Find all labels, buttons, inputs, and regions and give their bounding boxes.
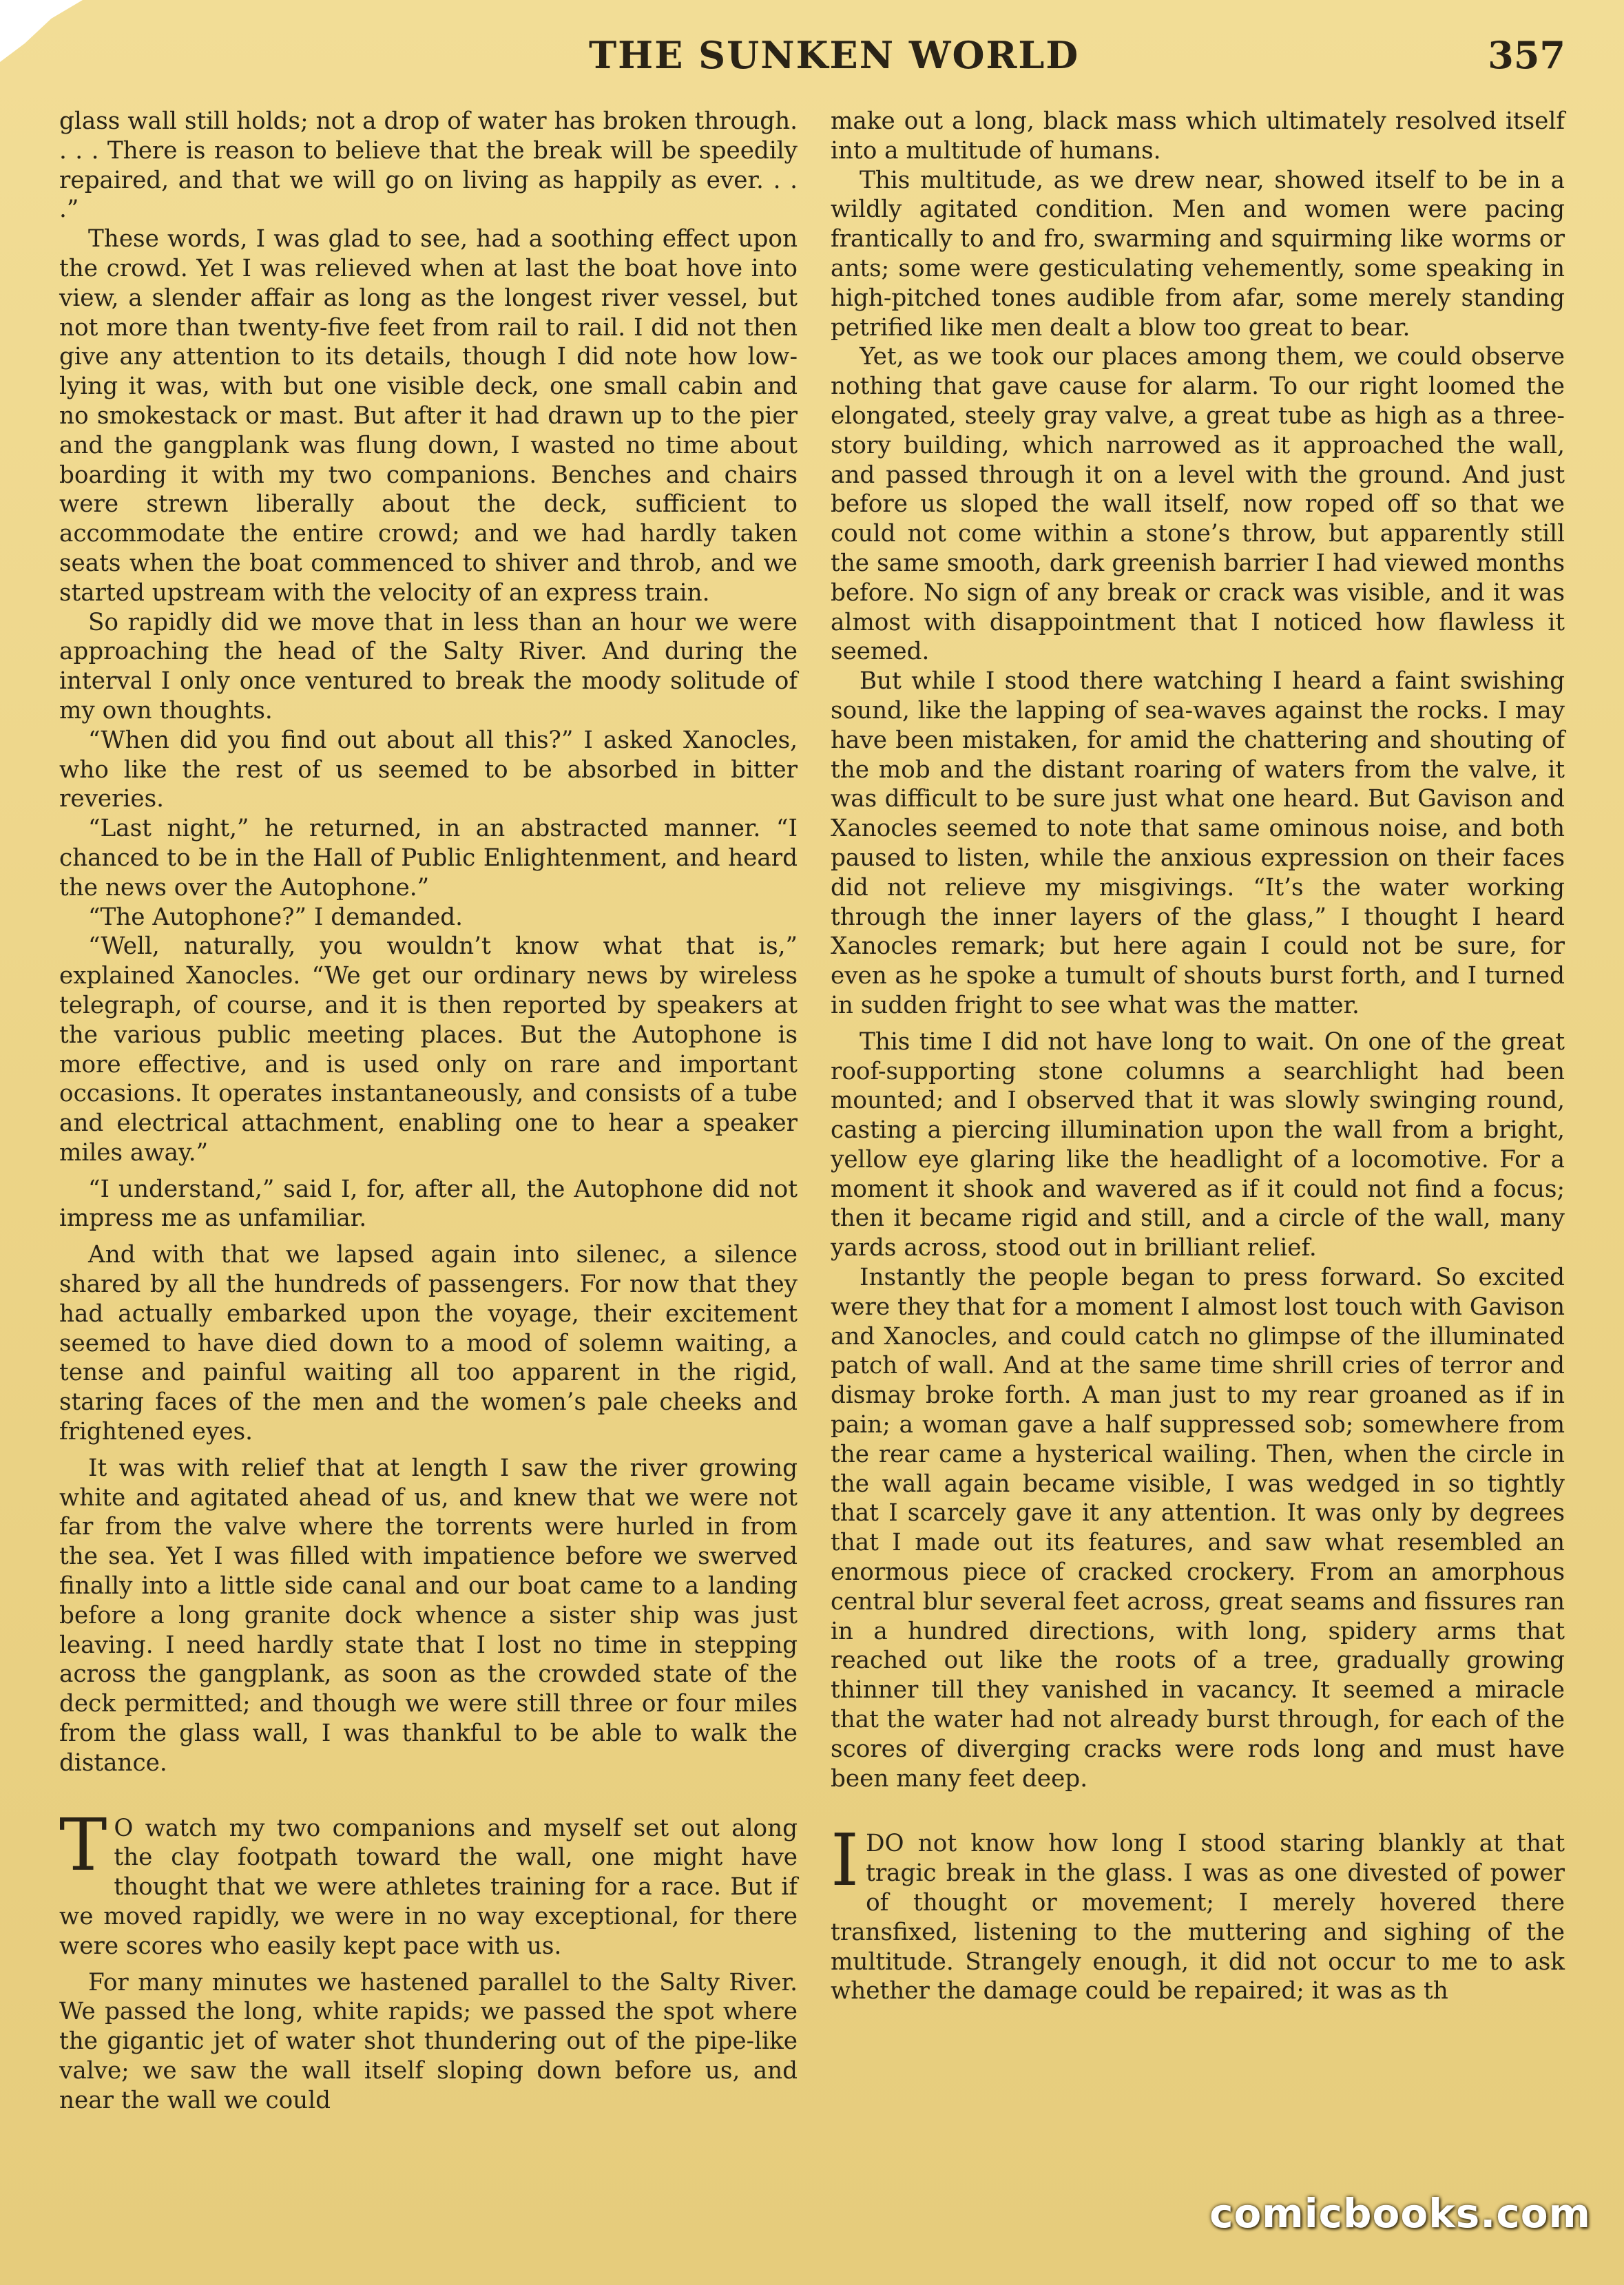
paragraph: But while I stood there watching I heard a faint swishing sound, like the lapping of sea-waves against the rocks. I may have been mistaken, for amid the chattering and shouting of the mob and the distant roaring of waters from the valve, it was difficult to be sure just what one heard. But Gavison and Xanocles seemed to note that same ominous noise, and both paused to listen, while the anxious expression on their faces did not relieve my misgivings. “It’s the water working through the inner layers of the glass,” I thought I heard Xanocles remark; but here again I could not be sure, for even as he spoke a tumult of shouts burst forth, and I turned in sudden fright to see what was the matter. [831,667,1565,1019]
paragraph: This multitude, as we drew near, showed itself to be in a wildly agitated condition. Men and women were pacing frantically to and fro, swarming and squirming like worms or ants; some were gesticulating vehemently, some speaking in high-pitched tones audible from afar, some merely standing petrified like men dealt a blow too great to bear. [831,166,1565,342]
page-title: THE SUNKEN WORLD [589,33,1080,77]
page-number: 357 [1488,33,1565,77]
section-opening-text: DO not know how long I stood staring blankly at that tragic break in the glass. I was as one divested of power of thought or movement; I merely hovered there transfixed, listening to the muttering and sighing of the multitude. Strangely enough, it did not occur to me to ask whether the damage could be repaired; it was as th [831,1830,1565,2005]
paragraph: Instantly the people began to press forward. So excited were they that for a moment I almost lost touch with Gavison and Xanocles, and could catch no glimpse of the illuminated patch of wall. And at the same time shrill cries of terror and dismay broke forth. A man just to my rear groaned as if in pain; a woman gave a half suppressed sob; somewhere from the rear came a hysterical wailing. Then, when the circle in the wall again became visible, I was wedged in so tightly that I scarcely gave it any attention. It was only by degrees that I made out its features, and saw what resembled an enormous piece of cracked crockery. From an amorphous central blur several feet across, great seams and fissures ran in a hundred directions, with long, spidery arms that reached out like the roots of a tree, gradually growing thinner till they vanished in vacancy. It seemed a miracle that the water had not already burst through, for each of the scores of diverging cracks were rods long and must have been many feet deep. [831,1264,1565,1793]
right-column [831,107,1565,2006]
paragraph: glass wall still holds; not a drop of water has broken through. . . . There is reason to believe that the break will be speedily repaired, and that we will go on living as happily as ever. . . .” [59,107,798,224]
paragraph: These words, I was glad to see, had a soothing effect upon the crowd. Yet I was relieved when at last the boat hove into view, a slender affair as long as the longest river vessel, but not more than twenty-five feet from rail to rail. I did not then give any attention to its details, though I did note how low-lying it was, with but one visible deck, one small cabin and no smokestack or mast. But after it had drawn up to the pier and the gangplank was flung down, I wasted no time about boarding it with my two companions. Benches and chairs were strewn liberally about the deck, sufficient to accommodate the entire crowd; and we had hardly taken seats when the boat commenced to shiver and throb, and we started upstream with the velocity of an express train. [59,225,798,607]
paragraph: “Well, naturally, you wouldn’t know what that is,” explained Xanocles. “We get our ordinary news by wireless telegraph, of course, and it is then reported by speakers at the various public meeting places. But the Autophone is more effective, and is used only on rare and important occasions. It operates instantaneously, and consists of a tube and electrical attachment, enabling one to hear a speaker miles away.” [59,932,798,1167]
drop-cap: T [59,1802,107,1887]
paragraph: make out a long, black mass which ultimately resolved itself into a multitude of humans. [831,107,1565,165]
paragraph: This time I did not have long to wait. On one of the great roof-supporting stone columns a searchlight had been mounted; and I observed that it was slowly swinging round, casting a piercing illumination upon the wall from a bright, yellow eye glaring like the headlight of a locomotive. For a moment it shook and wavered as if it could not find a focus; then it became rigid and still, and a circle of the wall, many yards across, stood out in brilliant relief. [831,1027,1565,1262]
section-opening-paragraph [59,1802,798,1961]
site-watermark: comicbooks.com [1209,2190,1591,2237]
paragraph: “When did you find out about all this?” I asked Xanocles, who like the rest of us seemed to be absorbed in bitter reveries. [59,726,798,813]
left-column [59,107,798,2116]
running-head [0,28,1624,83]
paragraph: So rapidly did we move that in less than an hour we were approaching the head of the Salty River. And during the interval I only once ventured to break the moody solitude of my own thoughts. [59,608,798,724]
section-opening-paragraph [831,1818,1565,2006]
paragraph: It was with relief that at length I saw the river growing white and agitated ahead of us, and knew that we were not far from the valve where the torrents were hurled in from the sea. Yet I was filled with impatience before we swerved finally into a little side canal and our boat came to a landing before a long granite dock whence a sister ship was just leaving. I need hardly state that I lost no time in stepping across the gangplank, as soon as the crowded state of the deck permitted; and though we were still three or four miles from the glass wall, I was thankful to be able to walk the distance. [59,1454,798,1777]
paragraph: “Last night,” he returned, in an abstracted manner. “I chanced to be in the Hall of Public Enlightenment, and heard the news over the Autophone.” [59,815,798,901]
paragraph: “I understand,” said I, for, after all, the Autophone did not impress me as unfamiliar. [59,1175,798,1233]
paragraph: For many minutes we hastened parallel to the Salty River. We passed the long, white rapids; we passed the spot where the gigantic jet of water shot thundering out of the pipe-like valve; we saw the wall itself sloping down before us, and near the wall we could [59,1968,798,2114]
section-opening-text: O watch my two companions and myself set out along the clay footpath toward the wall, one might have thought that we were athletes training for a race. But if we moved rapidly, we were in no way exceptional, for there were scores who easily kept pace with us. [59,1814,798,1960]
drop-cap: I [831,1818,860,1903]
paragraph: “The Autophone?” I demanded. [88,903,464,931]
paragraph: And with that we lapsed again into silenec, a silence shared by all the hundreds of passengers. For now that they had actually embarked upon the voyage, their excitement seemed to have died down to a mood of solemn waiting, a tense and painful waiting all too apparent in the rigid, staring faces of the men and the women’s pale cheeks and frightened eyes. [59,1241,798,1446]
paragraph: Yet, as we took our places among them, we could observe nothing that gave cause for alarm. To our right loomed the elongated, steely gray valve, a great tube as high as a three-story building, which narrowed as it approached the wall, and passed through it on a level with the ground. And just before us sloped the wall itself, now roped off so that we could not come within a stone’s throw, but apparently still the same smooth, dark greenish barrier I had viewed months before. No sign of any break or crack was visible, and it was almost with disappointment that I noticed how flawless it seemed. [831,343,1565,666]
